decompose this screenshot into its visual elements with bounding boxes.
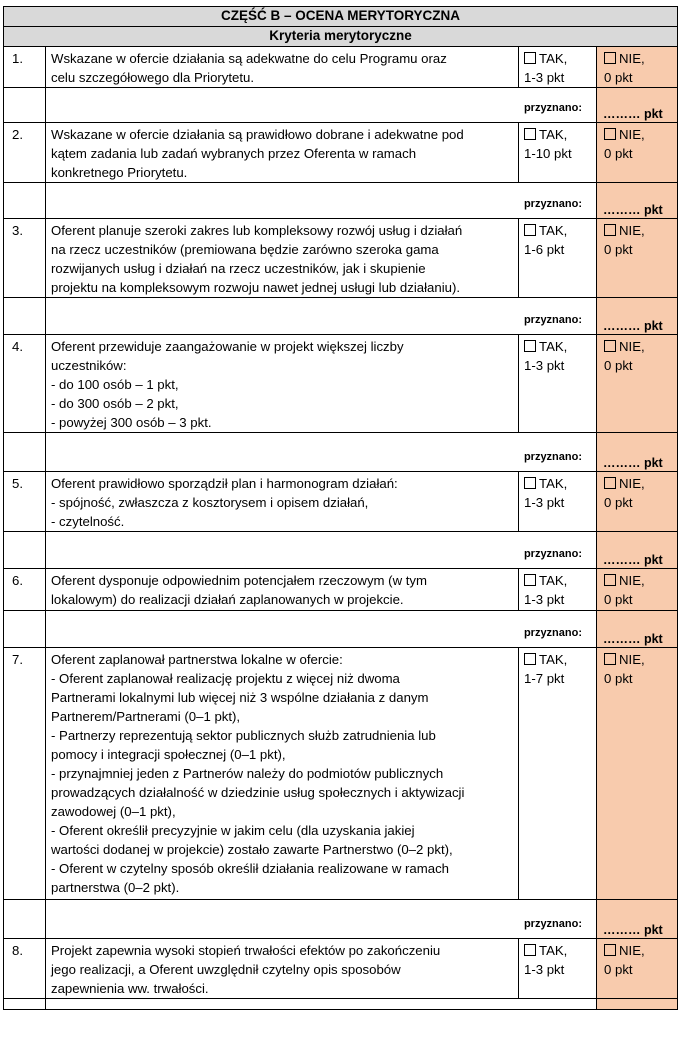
yes-checkbox[interactable] xyxy=(524,574,536,586)
no-label: NIE, xyxy=(619,573,645,588)
criterion-row xyxy=(4,472,678,532)
criterion-text-line: - Oferent określił precyzyjnie w jakim celu (dla uzyskania jakiej xyxy=(51,823,415,838)
awarded-row xyxy=(4,611,678,648)
yes-option[interactable] xyxy=(519,472,597,532)
yes-points-range: 1-3 pkt xyxy=(524,70,565,85)
no-label: NIE, xyxy=(619,943,645,958)
criterion-row xyxy=(4,47,678,88)
no-label: NIE, xyxy=(619,223,645,238)
awarded-points-field[interactable]: ……… pkt xyxy=(597,183,678,219)
yes-checkbox[interactable] xyxy=(524,224,536,236)
criterion-text-line: jego realizacji, a Oferent uwzględnił czytelny opis sposobów xyxy=(51,962,401,977)
awarded-empty-cell xyxy=(4,298,46,335)
yes-label: TAK, xyxy=(539,127,568,142)
yes-label: TAK, xyxy=(539,51,568,66)
criterion-text xyxy=(46,219,519,298)
yes-points-range: 1-6 pkt xyxy=(524,242,565,257)
yes-label: TAK, xyxy=(539,476,568,491)
yes-option[interactable] xyxy=(519,219,597,298)
awarded-points-field[interactable]: ……… pkt xyxy=(597,433,678,472)
criteria-table-body xyxy=(4,7,678,1010)
no-option[interactable] xyxy=(597,569,678,611)
criterion-row xyxy=(4,939,678,999)
criterion-text-line: Wskazane w ofercie działania są prawidłowo dobrane i adekwatne pod xyxy=(51,127,464,142)
yes-checkbox[interactable] xyxy=(524,653,536,665)
yes-option[interactable] xyxy=(519,47,597,88)
yes-label: TAK, xyxy=(539,573,568,588)
yes-option[interactable] xyxy=(519,648,597,900)
criterion-number: 8. xyxy=(4,939,46,999)
criterion-text-line: konkretnego Priorytetu. xyxy=(51,165,188,180)
no-option[interactable] xyxy=(597,335,678,433)
criterion-text-line: na rzecz uczestników (premiowana będzie zarówno szeroka gama xyxy=(51,242,439,257)
yes-label: TAK, xyxy=(539,223,568,238)
no-checkbox[interactable] xyxy=(604,653,616,665)
no-checkbox[interactable] xyxy=(604,52,616,64)
criterion-number: 4. xyxy=(4,335,46,433)
criterion-number: 6. xyxy=(4,569,46,611)
criterion-text xyxy=(46,569,519,611)
no-points: 0 pkt xyxy=(604,592,633,607)
criterion-text-line: - spójność, zwłaszcza z kosztorysem i opisem działań, xyxy=(51,495,369,510)
yes-checkbox[interactable] xyxy=(524,477,536,489)
yes-option[interactable] xyxy=(519,123,597,183)
criterion-row xyxy=(4,123,678,183)
awarded-label: przyznano: xyxy=(46,611,597,648)
no-option[interactable] xyxy=(597,648,678,900)
criterion-text-line: Oferent zaplanował partnerstwa lokalne w ofercie: xyxy=(51,652,343,667)
awarded-label: przyznano: xyxy=(46,298,597,335)
awarded-row xyxy=(4,183,678,219)
criterion-text-line: - do 300 osób – 2 pkt, xyxy=(51,396,179,411)
criterion-text-line: Wskazane w ofercie działania są adekwatne do celu Programu oraz xyxy=(51,51,447,66)
criterion-number: 1. xyxy=(4,47,46,88)
no-label: NIE, xyxy=(619,51,645,66)
criterion-text-line: Oferent dysponuje odpowiednim potencjałem rzeczowym (w tym xyxy=(51,573,428,588)
yes-points-range: 1-3 pkt xyxy=(524,358,565,373)
yes-label: TAK, xyxy=(539,339,568,354)
awarded-empty-cell xyxy=(4,88,46,123)
no-label: NIE, xyxy=(619,652,645,667)
no-label: NIE, xyxy=(619,339,645,354)
awarded-empty-cell xyxy=(4,999,46,1010)
yes-points-range: 1-10 pkt xyxy=(524,146,572,161)
criterion-text xyxy=(46,472,519,532)
no-checkbox[interactable] xyxy=(604,340,616,352)
criterion-text-line: - Oferent zaplanował realizację projektu z więcej niż dwoma xyxy=(51,671,400,686)
awarded-label: przyznano: xyxy=(46,183,597,219)
subtitle-row xyxy=(4,27,678,47)
awarded-row xyxy=(4,999,678,1010)
criterion-text-line: Projekt zapewnia wysoki stopień trwałości efektów po zakończeniu xyxy=(51,943,441,958)
no-points: 0 pkt xyxy=(604,146,633,161)
yes-points-range: 1-7 pkt xyxy=(524,671,565,686)
criterion-text-line: Oferent prawidłowo sporządził plan i harmonogram działań: xyxy=(51,476,398,491)
criterion-text-line: lokalowym) do realizacji działań zaplanowanych w projekcie. xyxy=(51,592,404,607)
criterion-text-line: celu szczegółowego dla Priorytetu. xyxy=(51,70,255,85)
criterion-number: 2. xyxy=(4,123,46,183)
no-option[interactable] xyxy=(597,472,678,532)
yes-points-range: 1-3 pkt xyxy=(524,495,565,510)
criterion-text-line: - czytelność. xyxy=(51,514,125,529)
yes-option[interactable] xyxy=(519,335,597,433)
yes-points-range: 1-3 pkt xyxy=(524,592,565,607)
criterion-text-line: wartości dodanej w projekcie) zostało zawarte Partnerstwo (0–2 pkt), xyxy=(51,842,453,857)
criterion-text xyxy=(46,648,519,900)
awarded-label: przyznano: xyxy=(46,433,597,472)
yes-checkbox[interactable] xyxy=(524,340,536,352)
criterion-row xyxy=(4,219,678,298)
awarded-empty-cell xyxy=(4,433,46,472)
awarded-empty-cell xyxy=(4,900,46,939)
yes-checkbox[interactable] xyxy=(524,944,536,956)
yes-checkbox[interactable] xyxy=(524,52,536,64)
criterion-text-line: partnerstwa (0–2 pkt). xyxy=(51,880,180,895)
criterion-text-line: uczestników: xyxy=(51,358,127,373)
criteria-table xyxy=(3,6,678,1010)
criterion-text-line: pomocy i integracji społecznej (0–1 pkt), xyxy=(51,747,286,762)
awarded-points-field[interactable]: ……… pkt xyxy=(597,298,678,335)
no-points: 0 pkt xyxy=(604,70,633,85)
no-points: 0 pkt xyxy=(604,671,633,686)
no-option[interactable] xyxy=(597,219,678,298)
criterion-text xyxy=(46,939,519,999)
criterion-number: 5. xyxy=(4,472,46,532)
awarded-points-field[interactable]: ……… pkt xyxy=(597,611,678,648)
no-checkbox[interactable] xyxy=(604,477,616,489)
awarded-empty-cell xyxy=(4,611,46,648)
awarded-points-field[interactable] xyxy=(597,999,678,1010)
awarded-row xyxy=(4,88,678,123)
criterion-text-line: - do 100 osób – 1 pkt, xyxy=(51,377,179,392)
awarded-empty-cell xyxy=(4,183,46,219)
awarded-row xyxy=(4,532,678,569)
criterion-text-line: - przynajmniej jeden z Partnerów należy do podmiotów publicznych xyxy=(51,766,444,781)
criterion-text-line: Partnerem/Partnerami (0–1 pkt), xyxy=(51,709,241,724)
no-option[interactable] xyxy=(597,939,678,999)
yes-label: TAK, xyxy=(539,652,568,667)
section-subtitle: Kryteria merytoryczne xyxy=(4,27,678,47)
awarded-points-field[interactable]: ……… pkt xyxy=(597,900,678,939)
criterion-text xyxy=(46,335,519,433)
criterion-text-line: projektu na kompleksowym rozwoju nawet jednej usługi lub działaniu). xyxy=(51,280,461,295)
criterion-text-line: Oferent przewiduje zaangażowanie w projekt większej liczby xyxy=(51,339,404,354)
awarded-empty-cell xyxy=(4,532,46,569)
no-option[interactable] xyxy=(597,47,678,88)
yes-option[interactable] xyxy=(519,569,597,611)
criterion-row xyxy=(4,335,678,433)
awarded-label: przyznano: xyxy=(46,900,597,939)
yes-points-range: 1-3 pkt xyxy=(524,962,565,977)
awarded-label: przyznano: xyxy=(46,88,597,123)
awarded-points-field[interactable]: ……… pkt xyxy=(597,532,678,569)
criterion-number: 7. xyxy=(4,648,46,900)
no-option[interactable] xyxy=(597,123,678,183)
no-points: 0 pkt xyxy=(604,962,633,977)
criterion-text-line: - Oferent w czytelny sposób określił działania realizowane w ramach xyxy=(51,861,449,876)
no-label: NIE, xyxy=(619,127,645,142)
criterion-text xyxy=(46,47,519,88)
section-title: CZĘŚĆ B – OCENA MERYTORYCZNA xyxy=(4,7,678,27)
criterion-number: 3. xyxy=(4,219,46,298)
criterion-text-line: zawodowej (0–1 pkt), xyxy=(51,804,176,819)
no-checkbox[interactable] xyxy=(604,128,616,140)
no-checkbox[interactable] xyxy=(604,944,616,956)
criterion-text-line: - Partnerzy reprezentują sektor publicznych służb zatrudnienia lub xyxy=(51,728,436,743)
criterion-text-line: rozwijanych usług i działań na rzecz uczestników, jak i skupienie xyxy=(51,261,426,276)
awarded-row xyxy=(4,433,678,472)
criterion-text-line: - powyżej 300 osób – 3 pkt. xyxy=(51,415,212,430)
no-points: 0 pkt xyxy=(604,358,633,373)
no-points: 0 pkt xyxy=(604,495,633,510)
no-label: NIE, xyxy=(619,476,645,491)
awarded-label: przyznano: xyxy=(46,532,597,569)
no-points: 0 pkt xyxy=(604,242,633,257)
criterion-text-line: prowadzących działalność w dziedzinie usług społecznych i aktywizacji xyxy=(51,785,465,800)
criterion-text-line: zapewnienia ww. trwałości. xyxy=(51,981,209,996)
awarded-empty-cell xyxy=(46,999,597,1010)
title-row xyxy=(4,7,678,27)
yes-label: TAK, xyxy=(539,943,568,958)
no-checkbox[interactable] xyxy=(604,224,616,236)
criterion-row xyxy=(4,569,678,611)
yes-option[interactable] xyxy=(519,939,597,999)
criterion-text-line: kątem zadania lub zadań wybranych przez Oferenta w ramach xyxy=(51,146,417,161)
yes-checkbox[interactable] xyxy=(524,128,536,140)
criterion-row xyxy=(4,648,678,900)
criterion-text-line: Oferent planuje szeroki zakres lub kompleksowy rozwój usług i działań xyxy=(51,223,463,238)
criterion-text-line: Partnerami lokalnymi lub więcej niż 3 wspólne działania z danym xyxy=(51,690,429,705)
awarded-row xyxy=(4,298,678,335)
no-checkbox[interactable] xyxy=(604,574,616,586)
criterion-text xyxy=(46,123,519,183)
awarded-points-field[interactable]: ……… pkt xyxy=(597,88,678,123)
awarded-row xyxy=(4,900,678,939)
